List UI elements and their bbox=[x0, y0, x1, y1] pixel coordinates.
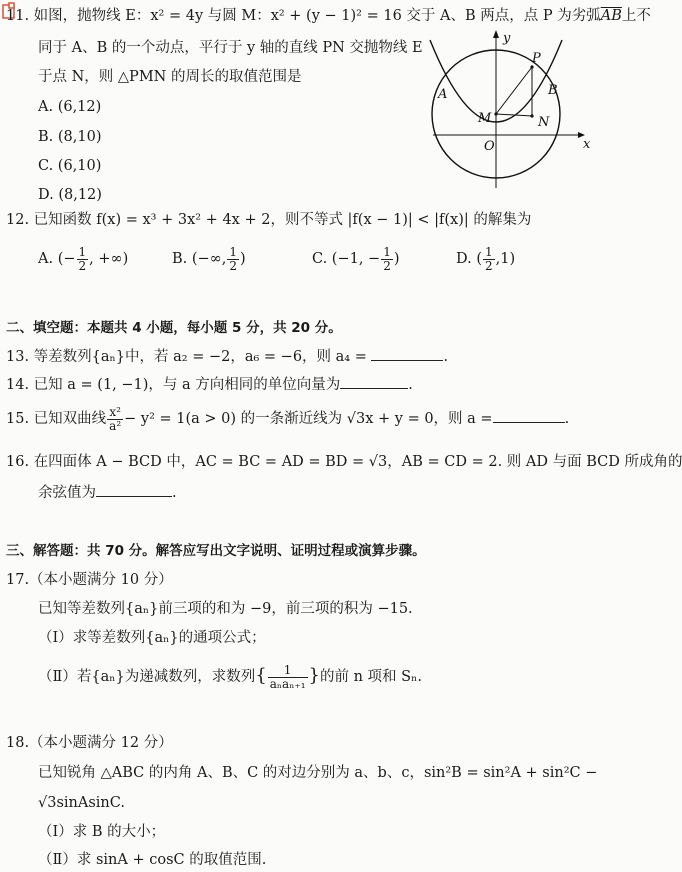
label-p: P bbox=[532, 51, 541, 66]
q12-option-a: A. (− $\frac{1}{2}$ , +∞) bbox=[38, 244, 129, 273]
q17-part1: （Ⅰ）求等差数列{aₙ}的通项公式； bbox=[38, 630, 266, 646]
label-a: A bbox=[438, 87, 448, 102]
q15: 15. 已知双曲线 $\frac{\text{x²}}{\text{a²}}$ − y² = 1(a > 0) 的一条渐近线为 √3x + y = 0，则 a = . bbox=[6, 404, 570, 433]
q14-blank[interactable] bbox=[340, 374, 408, 389]
q16-line1: 16. 在四面体 A − BCD 中，AC = BC = AD = BD = √3，AB = CD = 2. 则 AD 与面 BCD 所成角的 bbox=[6, 454, 682, 470]
q17-title: 17.（本小题满分 10 分） bbox=[6, 572, 173, 588]
label-y: y bbox=[503, 31, 511, 46]
q12-option-d: D. ( $\frac{1}{2}$ ,1) bbox=[456, 244, 516, 273]
q13-blank[interactable] bbox=[371, 346, 443, 361]
q18-line1: 已知锐角 △ABC 的内角 A、B、C 的对边分别为 a、b、c，sin²B = sin²A + sin²C − bbox=[38, 765, 598, 781]
label-m: M bbox=[478, 111, 492, 126]
label-o: O bbox=[484, 139, 495, 154]
q12-stem: 12. 已知函数 f(x) = x³ + 3x² + 4x + 2，则不等式 |f(x − 1)| < |f(x)| 的解集为 bbox=[6, 212, 532, 228]
q12-option-c: C. (−1, − $\frac{1}{2}$ ) bbox=[312, 244, 400, 273]
q11-figure bbox=[428, 26, 598, 196]
q11-option-a: A. (6,12) bbox=[38, 99, 102, 115]
q18-part1: （Ⅰ）求 B 的大小； bbox=[38, 824, 166, 840]
q16-line2: 余弦值为 . bbox=[38, 482, 177, 503]
q14: 14. 已知 a = (1, −1)，与 a 方向相同的单位向量为 . bbox=[6, 374, 413, 395]
label-n: N bbox=[538, 115, 550, 130]
q15-blank[interactable] bbox=[493, 408, 565, 423]
q11-option-c: C. (6,10) bbox=[38, 158, 102, 174]
q11-line3: 于点 N，则 △PMN 的周长的取值范围是 bbox=[38, 69, 302, 85]
q18-line2: √3sinAsinC. bbox=[38, 795, 125, 811]
q18-part2: （Ⅱ）求 sinA + cosC 的取值范围. bbox=[38, 852, 267, 868]
q12-option-b: B. (−∞, $\frac{1}{2}$ ) bbox=[172, 244, 246, 273]
q11-option-d: D. (8,12) bbox=[38, 187, 102, 203]
q17-part2: （Ⅱ）若{aₙ}为递减数列，求数列{ $\frac{1}{\text{aₙaₙ₊₁}}$ }的前 n 项和 Sₙ. bbox=[38, 662, 422, 691]
q18-title: 18.（本小题满分 12 分） bbox=[6, 735, 173, 751]
label-b: B bbox=[548, 83, 558, 98]
q11-option-b: B. (8,10) bbox=[38, 129, 102, 145]
q11-line2: 同于 A、B 的一个动点，平行于 y 轴的直线 PN 交抛物线 E bbox=[38, 40, 423, 56]
section2-heading: 二、填空题：本题共 4 小题，每小题 5 分，共 20 分。 bbox=[6, 320, 342, 336]
section3-heading: 三、解答题：共 70 分。解答应写出文字说明、证明过程或演算步骤。 bbox=[6, 543, 426, 559]
label-x: x bbox=[583, 137, 591, 152]
q16-blank[interactable] bbox=[96, 482, 172, 497]
q17-line1: 已知等差数列{aₙ}前三项的和为 −9，前三项的积为 −15. bbox=[38, 601, 413, 617]
q13: 13. 等差数列{aₙ}中，若 a₂ = −2，a₆ = −6，则 a₄ = . bbox=[6, 346, 448, 367]
segment-mp bbox=[496, 67, 532, 114]
q11-line1: 11. 如图，抛物线 E：x² = 4y 与圆 M：x² + (y − 1)² = 16 交于 A、B 两点，点 P 为劣弧$\overline{AB}$上不 bbox=[6, 8, 651, 24]
